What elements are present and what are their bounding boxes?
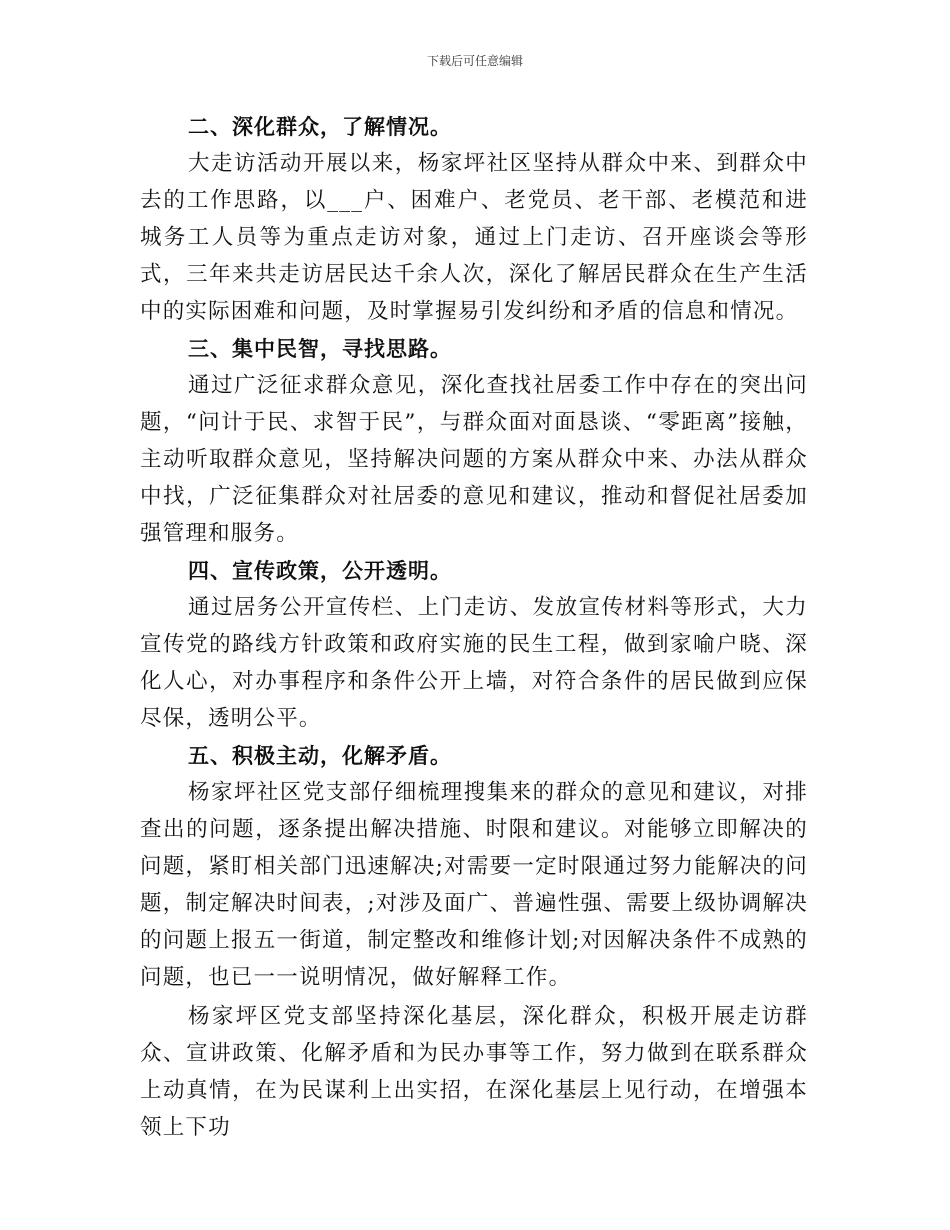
section-heading: 五、积极主动，化解矛盾。 bbox=[188, 743, 452, 768]
section-5 bbox=[140, 737, 808, 996]
section-3 bbox=[140, 330, 808, 552]
page-header: 下载后可任意编辑 bbox=[426, 54, 523, 68]
section-heading: 四、宣传政策，公开透明。 bbox=[188, 558, 452, 583]
section-paragraph: 大走访活动开展以来，杨家坪社区坚持从群众中来、到群众中去的工作思路，以___户、困难户、老党员、老干部、老模范和进城务工人员等为重点走访对象，通过上门走访、召开座谈会等形式，三年来共走访居民达千余人次，深化了解居民群众在生产生活中的实际困难和问题，及时掌握易引发纠纷和矛盾的信息和情况。 bbox=[140, 151, 808, 324]
section-heading: 三、集中民智，寻找思路。 bbox=[188, 336, 452, 361]
section-4 bbox=[140, 552, 808, 737]
section-heading: 二、深化群众，了解情况。 bbox=[188, 114, 452, 139]
section-paragraph: 通过广泛征求群众意见，深化查找社居委工作中存在的突出问题，“问计于民、求智于民”，与群众面对面恳谈、“零距离”接触，主动听取群众意见，坚持解决问题的方案从群众中来、办法从群众中找，广泛征集群众对社居委的意见和建议，推动和督促社居委加强管理和服务。 bbox=[140, 373, 808, 546]
section-2 bbox=[140, 108, 808, 330]
section-paragraph: 杨家坪社区党支部仔细梳理搜集来的群众的意见和建议，对排查出的问题，逐条提出解决措施、时限和建议。对能够立即解决的问题，紧盯相关部门迅速解决;对需要一定时限通过努力能解决的问题，制定解决时间表，;对涉及面广、普遍性强、需要上级协调解决的问题上报五一街道，制定整改和维修计划;对因解决条件不成熟的问题，也已一一说明情况，做好解释工作。 bbox=[140, 780, 808, 990]
closing-paragraph: 杨家坪区党支部坚持深化基层，深化群众，积极开展走访群众、宣讲政策、化解矛盾和为民办事等工作，努力做到在联系群众上动真情，在为民谋利上出实招，在深化基层上见行动，在增强本领上下功 bbox=[140, 1004, 808, 1140]
section-paragraph: 通过居务公开宣传栏、上门走访、发放宣传材料等形式，大力宣传党的路线方针政策和政府实施的民生工程，做到家喻户晓、深化人心，对办事程序和条件公开上墙，对符合条件的居民做到应保尽保，透明公平。 bbox=[140, 595, 808, 731]
document-body bbox=[140, 108, 808, 1146]
